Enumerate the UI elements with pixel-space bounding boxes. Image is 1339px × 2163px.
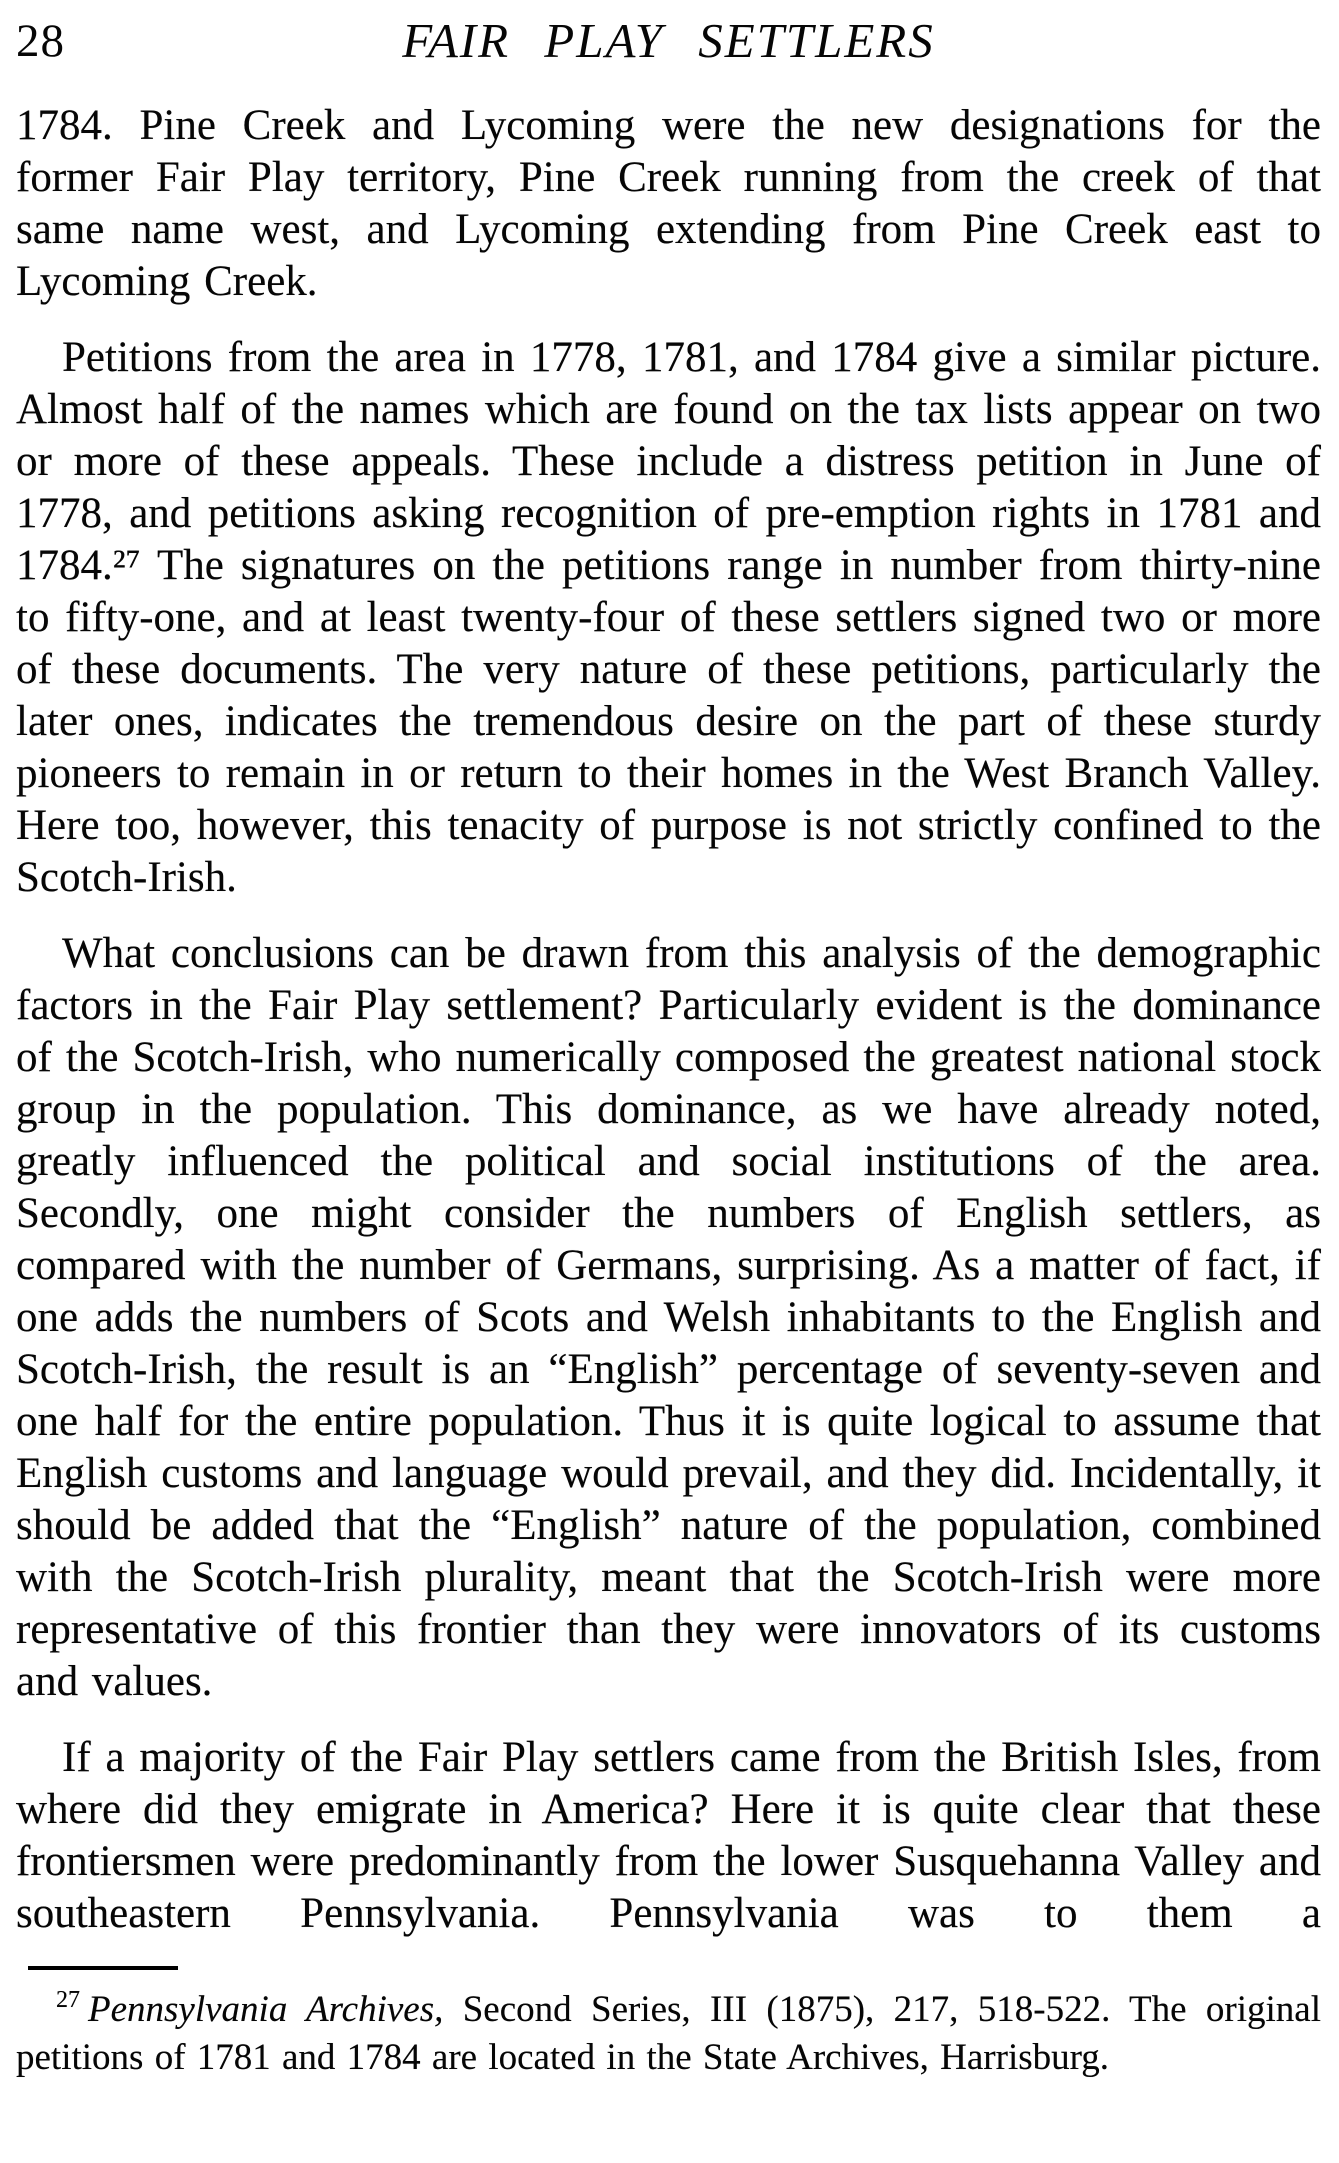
- page-header: [16, 12, 1321, 76]
- page-number: 28: [16, 15, 65, 67]
- body-paragraph: Petitions from the area in 1778, 1781, and 1784 give a similar picture. Almost half of the names which are found on the tax lists appear on two or more of these appeals. These include a distress petition in June of 1778, and petitions asking recognition of pre-emption rights in 1781 and 1784.²⁷ The signatures on the petitions range in number from thirty-nine to fifty-one, and at least twenty-four of these settlers signed two or more of these documents. The very nature of these petitions, particularly the later ones, indicates the tremendous desire on the part of these sturdy pioneers to remain in or return to their homes in the West Branch Valley. Here too, however, this tenacity of purpose is not strictly confined to the Scotch-Irish.: [16, 334, 1321, 901]
- footnote: [16, 1986, 1321, 2082]
- footnote-marker: 27: [56, 1987, 80, 2013]
- footnote-text: Second Series, III (1875), 217, 518-522. The original petitions of 1781 and 1784 are located in the State Archives, Harrisburg.: [16, 1989, 1322, 2078]
- body-paragraph: 1784. Pine Creek and Lycoming were the new designations for the former Fair Play territory, Pine Creek running from the creek of that same name west, and Lycoming extending from Pine Creek east to Lycoming Creek.: [16, 102, 1321, 305]
- footnote-separator-rule: [28, 1966, 178, 1970]
- running-title: FAIR PLAY SETTLERS: [402, 13, 935, 68]
- body-paragraph: What conclusions can be drawn from this analysis of the demographic factors in the Fair Play settlement? Particularly evident is the dominance of the Scotch-Irish, who numerically composed the greatest national stock group in the population. This dominance, as we have already noted, greatly influenced the political and social institutions of the area. Secondly, one might consider the numbers of English settlers, as compared with the number of Germans, surprising. As a matter of fact, if one adds the numbers of Scots and Welsh inhabitants to the English and Scotch-Irish, the result is an “English” percentage of seventy-seven and one half for the entire population. Thus it is quite logical to assume that English customs and language would prevail, and they did. Incidentally, it should be added that the “English” nature of the population, combined with the Scotch-Irish plurality, meant that the Scotch-Irish were more representative of this frontier than they were innovators of its customs and values.: [16, 930, 1321, 1705]
- page-body: [16, 100, 1321, 1940]
- body-paragraph: If a majority of the Fair Play settlers came from the British Isles, from where did they emigrate in America? Here it is quite clear that these frontiersmen were predominantly from the lower Susquehanna Valley and southeastern Pennsylvania. Pennsylvania was to them a: [16, 1734, 1321, 1937]
- footnote-source-title: Pennsylvania Archives,: [88, 1989, 444, 2030]
